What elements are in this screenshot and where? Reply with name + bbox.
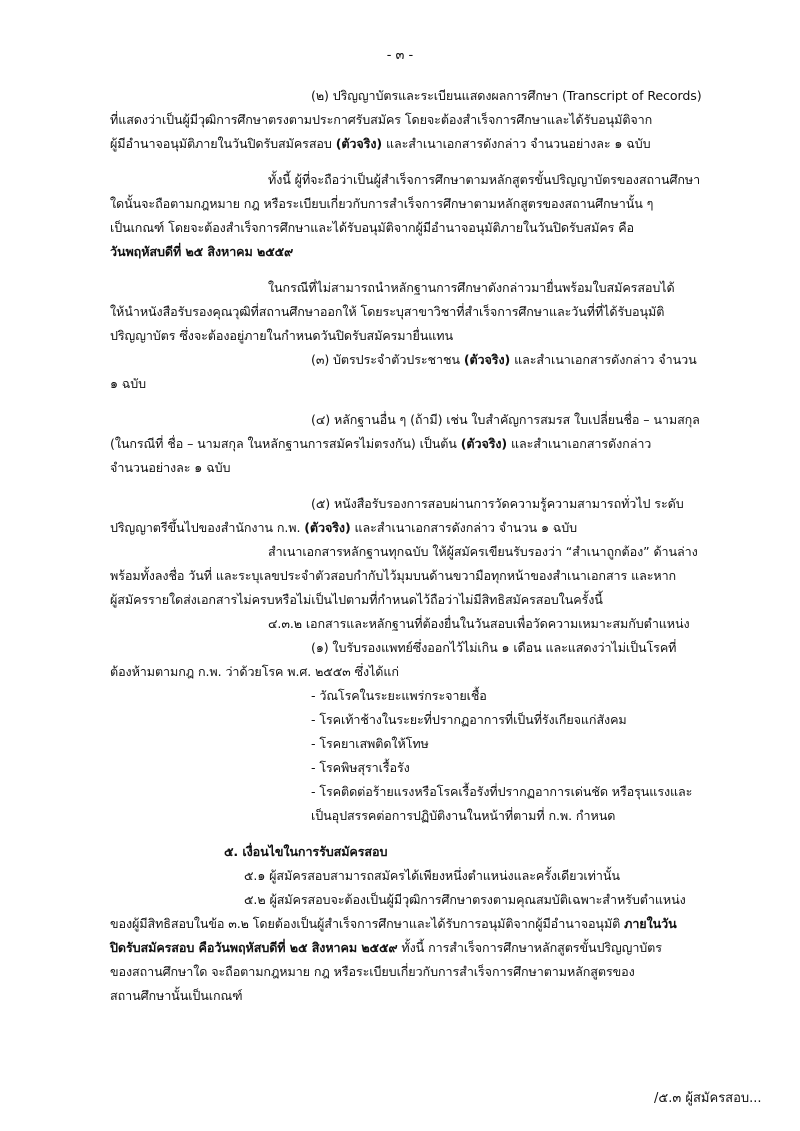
bold-text: ภายในวัน [624, 916, 677, 931]
text-segment: ใดนั้นจะถือตามกฎหมาย กฎ หรือระเบียบเกี่ยวกับการสำเร็จการศึกษาตามหลักสูตรของสถานศึกษานั้น ๆ [110, 196, 654, 211]
text-segment: ปริญญาบัตร ซึ่งจะต้องอยู่ภายในกำหนดวันปิดรับสมัครมายื่นแทน [110, 328, 453, 343]
text-line [311, 638, 676, 658]
text-segment: - วัณโรคในระยะแพร่กระจายเชื้อ [311, 688, 487, 703]
text-line [268, 278, 675, 298]
text-segment: ๕.๑ ผู้สมัครสอบสามารถสมัครได้เพียงหนึ่งตำแหน่งและครั้งเดียวเท่านั้น [244, 868, 620, 883]
text-segment: และสำเนาเอกสารดังกล่าว [507, 436, 652, 451]
text-line [110, 374, 146, 394]
text-line [110, 986, 242, 1006]
text-segment: สถานศึกษานั้นเป็นเกณฑ์ [110, 988, 243, 1003]
text-line [110, 194, 653, 214]
text-segment: ต้องห้ามตามกฎ ก.พ. ว่าด้วยโรค พ.ศ. ๒๕๕๓ ซึ่งได้แก่ [110, 664, 399, 679]
text-line [110, 434, 651, 454]
text-segment: ๔.๓.๒ เอกสารและหลักฐานที่ต้องยื่นในวันสอบเพื่อวัดความเหมาะสมกับตำแหน่ง [268, 616, 690, 631]
text-segment: และสำเนาเอกสารดังกล่าว จำนวน ๑ ฉบับ [350, 520, 578, 535]
text-segment: จำนวนอย่างละ ๑ ฉบับ [110, 460, 231, 475]
text-line [311, 86, 702, 106]
text-line [110, 458, 230, 478]
text-line [311, 806, 615, 826]
text-segment: ในกรณีที่ไม่สามารถนำหลักฐานการศึกษาดังกล่าวมายื่นพร้อมใบสมัครสอบได้ [268, 280, 675, 295]
text-segment: - โรคพิษสุราเรื้อรัง [311, 760, 410, 775]
text-segment: ทั้งนี้ การสำเร็จการศึกษาหลักสูตรขั้นปริญญาบัตร [397, 940, 662, 955]
text-segment: ของสถานศึกษาใด จะถือตามกฎหมาย กฎ หรือระเบียบเกี่ยวกับการสำเร็จการศึกษาตามหลักสูตรของ [110, 964, 635, 979]
text-line [311, 350, 697, 370]
text-segment: (ในกรณีที่ ชื่อ – นามสกุล ในหลักฐานการสมัครไม่ตรงกัน) เป็นต้น [110, 436, 461, 451]
text-segment: ๕.๒ ผู้สมัครสอบจะต้องเป็นผู้มีวุฒิการศึกษาตรงตามคุณสมบัติเฉพาะสำหรับตำแหน่ง [244, 892, 686, 907]
text-line [311, 686, 487, 706]
text-line [110, 326, 453, 346]
text-segment: - โรคเท้าช้างในระยะที่ปรากฏอาการที่เป็นที่รังเกียจแก่สังคม [311, 712, 627, 727]
text-segment: ผู้สมัครรายใดส่งเอกสารไม่ครบหรือไม่เป็นไปตามที่กำหนดไว้ถือว่าไม่มีสิทธิสมัครสอบในครั้งนี้ [110, 592, 603, 607]
text-segment: (๕) หนังสือรับรองการสอบผ่านการวัดความรู้ความสามารถทั่วไป ระดับ [311, 496, 684, 511]
text-line [110, 662, 399, 682]
text-line [110, 566, 676, 586]
text-line [110, 110, 652, 130]
text-segment: ปริญญาตรีขึ้นไปของสำนักงาน ก.พ. [110, 520, 305, 535]
text-line [244, 866, 620, 886]
text-line [311, 782, 692, 802]
text-segment: เป็นอุปสรรคต่อการปฏิบัติงานในหน้าที่ตามที่ ก.พ. กำหนด [311, 808, 616, 823]
text-segment: ที่แสดงว่าเป็นผู้มีวุฒิการศึกษาตรงตามประกาศรับสมัคร โดยจะต้องสำเร็จการศึกษาและได้รับอนุมัติจาก [110, 112, 653, 127]
text-segment: พร้อมทั้งลงชื่อ วันที่ และระบุเลขประจำตัวสอบกำกับไว้มุมบนด้านขวามือทุกหน้าของสำเนาเอกสาร และหาก [110, 568, 677, 583]
text-segment: (๒) ปริญญาบัตรและระเบียนแสดงผลการศึกษา (Transcript of Records) [311, 88, 702, 103]
text-line [110, 518, 577, 538]
bold-text: (ตัวจริง) [460, 436, 508, 451]
text-segment: ของผู้มีสิทธิสอบในข้อ ๓.๒ โดยต้องเป็นผู้สำเร็จการศึกษาและได้รับการอนุมัติจากผู้มีอำนาจอนุมัติ [110, 916, 625, 931]
bold-text: ปิดรับสมัครสอบ คือวันพฤหัสบดีที่ ๒๕ สิงหาคม ๒๕๕๙ [110, 940, 398, 955]
text-segment: (๔) หลักฐานอื่น ๆ (ถ้ามี) เช่น ใบสำคัญการสมรส ใบเปลี่ยนชื่อ – นามสกุล [311, 412, 700, 427]
text-line [268, 542, 698, 562]
text-line [268, 170, 700, 190]
text-segment: - โรคติดต่อร้ายแรงหรือโรคเรื้อรังที่ปรากฏอาการเด่นชัด หรือรุนแรงและ [311, 784, 693, 799]
bold-text: วันพฤหัสบดีที่ ๒๕ สิงหาคม ๒๕๕๙ [110, 244, 294, 259]
text-segment: (๓) บัตรประจำตัวประชาชน [311, 352, 464, 367]
text-segment: ผู้มีอำนาจอนุมัติภายในวันปิดรับสมัครสอบ [110, 136, 336, 151]
text-segment: และสำเนาเอกสารดังกล่าว จำนวน [510, 352, 697, 367]
page-number: - ๓ - [386, 48, 414, 63]
text-segment: สำเนาเอกสารหลักฐานทุกฉบับ ให้ผู้สมัครเขียนรับรองว่า “สำเนาถูกต้อง” ด้านล่าง [268, 544, 698, 559]
text-line [110, 134, 650, 154]
bold-text: ๕. เงื่อนไขในการรับสมัครสอบ [224, 844, 388, 859]
text-segment: เป็นเกณฑ์ โดยจะต้องสำเร็จการศึกษาและได้รับอนุมัติจากผู้มีอำนาจอนุมัติภายในวันปิดรับสมัคร คือ [110, 220, 635, 235]
bold-text: (ตัวจริง) [335, 136, 383, 151]
text-segment: - โรคยาเสพติดให้โทษ [311, 736, 429, 751]
text-segment: ให้นำหนังสือรับรองคุณวุฒิที่สถานศึกษาออกให้ โดยระบุสาขาวิชาที่สำเร็จการศึกษาและวันที่ที่ได้รับอนุมัติ [110, 304, 665, 319]
text-line [311, 710, 627, 730]
text-line [110, 218, 634, 238]
text-line [244, 890, 686, 910]
text-segment: และสำเนาเอกสารดังกล่าว จำนวนอย่างละ ๑ ฉบับ [382, 136, 651, 151]
text-segment: ๑ ฉบับ [110, 376, 147, 391]
continuation-footer: /๕.๓ ผู้สมัครสอบ... [654, 1091, 762, 1106]
text-line [110, 302, 664, 322]
text-segment: ทั้งนี้ ผู้ที่จะถือว่าเป็นผู้สำเร็จการศึกษาตามหลักสูตรขั้นปริญญาบัตรของสถานศึกษา [268, 172, 701, 187]
text-line [311, 734, 429, 754]
text-line [110, 590, 603, 610]
text-line [311, 410, 700, 430]
text-line [110, 938, 662, 958]
bold-text: (ตัวจริง) [304, 520, 351, 535]
text-line [224, 842, 387, 862]
text-line [311, 494, 684, 514]
text-line [110, 914, 677, 934]
text-line [311, 758, 410, 778]
text-line [268, 614, 690, 634]
bold-text: (ตัวจริง) [463, 352, 511, 367]
text-line [110, 242, 293, 262]
text-line [110, 962, 635, 982]
text-segment: (๑) ใบรับรองแพทย์ซึ่งออกไว้ไม่เกิน ๑ เดือน และแสดงว่าไม่เป็นโรคที่ [311, 640, 677, 655]
